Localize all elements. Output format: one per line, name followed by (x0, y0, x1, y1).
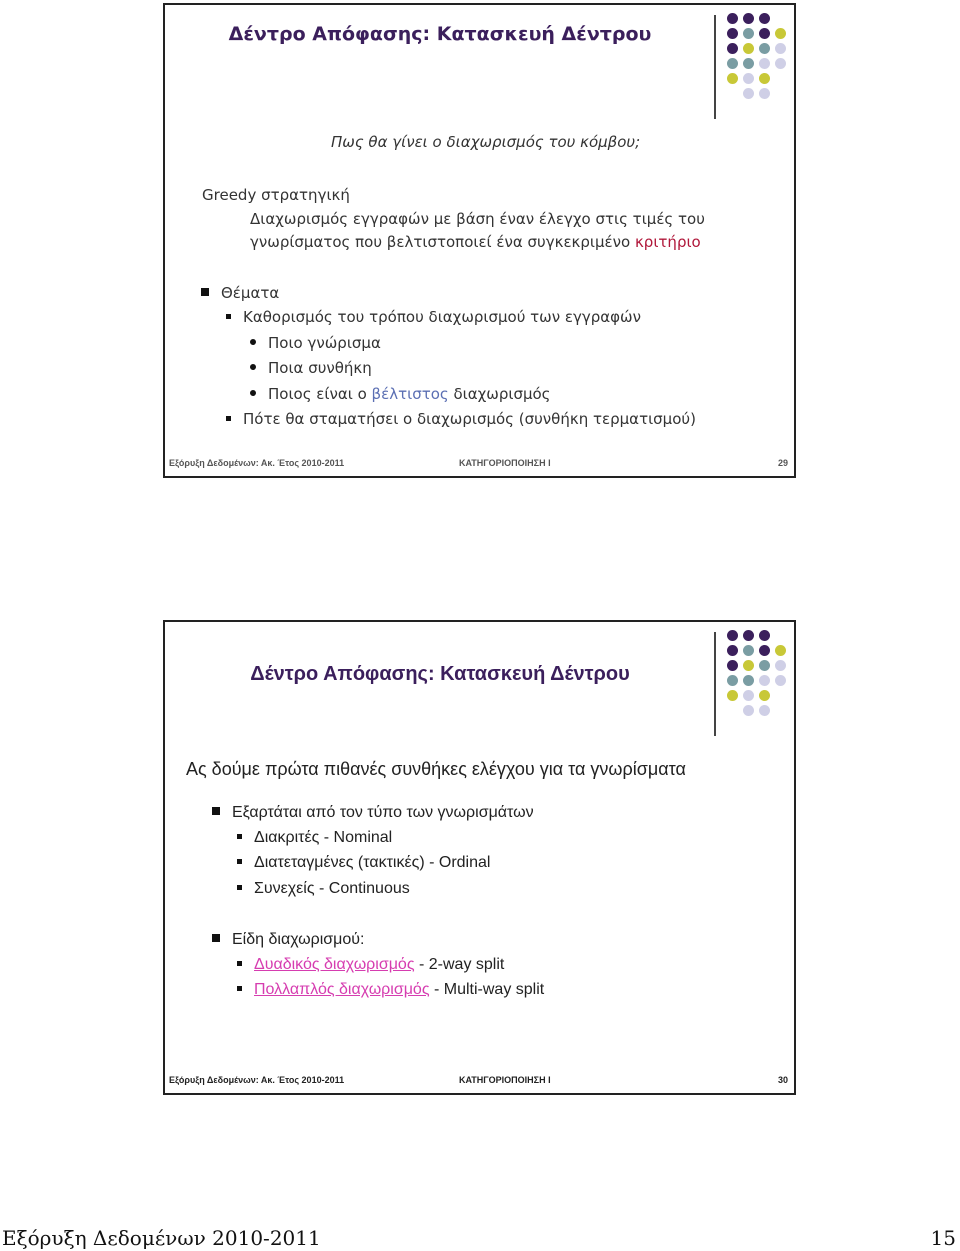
decor-dot (727, 630, 738, 641)
decor-dot (759, 675, 770, 686)
decor-dot (743, 73, 754, 84)
decor-dot (775, 13, 786, 24)
slide-29 (163, 3, 796, 478)
decor-dot (759, 13, 770, 24)
split-multiway: Πολλαπλός διαχωρισμός - Multi-way split (237, 981, 544, 999)
decorative-dots (727, 13, 787, 99)
decor-dot (759, 630, 770, 641)
decor-dot (743, 675, 754, 686)
decor-dot (775, 58, 786, 69)
round-bullet-icon (250, 364, 256, 370)
decor-dot (775, 660, 786, 671)
footer-course: Εξόρυξη Δεδομένων: Ακ. Έτος 2010-2011 (169, 458, 345, 468)
round-bullet-icon (250, 390, 256, 396)
decor-dot (727, 88, 738, 99)
decor-dot (743, 13, 754, 24)
small-square-bullet-icon (226, 416, 231, 421)
decor-dot (775, 645, 786, 656)
split-types-item: Είδη διαχωρισμού: (212, 931, 365, 949)
square-bullet-icon (212, 934, 220, 942)
decor-dot (759, 660, 770, 671)
issues-item: Θέματα (201, 284, 279, 302)
type-nominal: Διακριτές - Nominal (237, 829, 392, 847)
round-bullet-icon (250, 339, 256, 345)
footer-course: Εξόρυξη Δεδομένων: Ακ. Έτος 2010-2011 (169, 1075, 345, 1085)
binary-split-link[interactable]: Δυαδικός διαχωρισμός (254, 956, 415, 973)
decor-dot (727, 690, 738, 701)
small-square-bullet-icon (237, 885, 242, 890)
multiway-split-link[interactable]: Πολλαπλός διαχωρισμός (254, 981, 430, 998)
page-footer-title: Εξόρυξη Δεδομένων 2010-2011 (2, 1226, 321, 1250)
slide-number: 29 (777, 458, 788, 468)
decor-dot (727, 28, 738, 39)
page-number: 15 (930, 1226, 956, 1250)
decor-dot (743, 630, 754, 641)
greedy-desc-line2: γνωρίσματος που βελτιστοποιεί ένα συγκεκριμένο κριτήριο (250, 233, 701, 251)
square-bullet-icon (201, 288, 209, 296)
slide-title: Δέντρο Απόφασης: Κατασκευή Δέντρου (250, 663, 630, 685)
type-ordinal: Διατεταγμένες (τακτικές) - Ordinal (237, 854, 490, 872)
greedy-heading: Greedy στρατηγική (202, 186, 350, 204)
small-square-bullet-icon (237, 834, 242, 839)
decor-dot (743, 705, 754, 716)
decor-dot (727, 675, 738, 686)
decor-dot (759, 645, 770, 656)
square-bullet-icon (212, 807, 220, 815)
slide-number: 30 (777, 1075, 788, 1085)
decor-dot (775, 73, 786, 84)
issue-sub2: Πότε θα σταματήσει ο διαχωρισμός (συνθήκη τερματισμού) (226, 410, 696, 428)
depends-item: Εξαρτάται από τον τύπο των γνωρισμάτων (212, 804, 534, 822)
decor-dot (759, 705, 770, 716)
decor-dot (759, 28, 770, 39)
slide-footer (169, 458, 788, 472)
split-question: Πως θα γίνει ο διαχωρισμός του κόμβου; (331, 133, 641, 151)
slide-footer (169, 1075, 788, 1089)
footer-topic: ΚΑΤΗΓΟΡΙΟΠΟΙΗΣΗ Ι (459, 458, 551, 468)
split-binary: Δυαδικός διαχωρισμός - 2-way split (237, 956, 504, 974)
decor-dot (743, 43, 754, 54)
decor-dot (775, 88, 786, 99)
slide-title: Δέντρο Απόφασης: Κατασκευή Δέντρου (228, 23, 652, 45)
small-square-bullet-icon (237, 859, 242, 864)
decor-dot (759, 73, 770, 84)
issue-bullet1: Ποιο γνώρισμα (250, 334, 381, 352)
decor-dot (727, 660, 738, 671)
issue-bullet3: Ποιος είναι ο βέλτιστος διαχωρισμός (250, 385, 550, 403)
decor-dot (727, 645, 738, 656)
decor-dot (743, 88, 754, 99)
decor-dot (743, 645, 754, 656)
decor-dot (775, 690, 786, 701)
issue-bullet2: Ποια συνθήκη (250, 359, 372, 377)
small-square-bullet-icon (237, 961, 242, 966)
type-continuous: Συνεχείς - Continuous (237, 880, 410, 898)
decor-dot (727, 73, 738, 84)
best-text: βέλτιστος (371, 385, 449, 403)
small-square-bullet-icon (226, 314, 231, 319)
footer-topic: ΚΑΤΗΓΟΡΙΟΠΟΙΗΣΗ Ι (459, 1075, 551, 1085)
decor-dot (759, 43, 770, 54)
decor-dot (775, 43, 786, 54)
small-square-bullet-icon (237, 986, 242, 991)
decor-dot (743, 58, 754, 69)
decor-dot (775, 630, 786, 641)
decor-dot (727, 705, 738, 716)
decor-dot (759, 88, 770, 99)
decorative-dots (727, 630, 787, 716)
decor-dot (743, 28, 754, 39)
decor-dot (727, 13, 738, 24)
decor-dot (775, 28, 786, 39)
decor-dot (759, 58, 770, 69)
decor-dot (727, 58, 738, 69)
criterion-text: κριτήριο (634, 233, 701, 251)
decor-dot (743, 690, 754, 701)
decor-dot (775, 705, 786, 716)
decor-dot (775, 675, 786, 686)
greedy-desc-line1: Διαχωρισμός εγγραφών με βάση έναν έλεγχο στις τιμές του (250, 210, 705, 228)
decor-dot (759, 690, 770, 701)
decor-dot (727, 43, 738, 54)
slide-30 (163, 620, 796, 1095)
issue-sub1: Καθορισμός του τρόπου διαχωρισμού των εγγραφών (226, 308, 641, 326)
decor-dot (743, 660, 754, 671)
intro-text: Ας δούμε πρώτα πιθανές συνθήκες ελέγχου για τα γνωρίσματα (186, 759, 686, 779)
